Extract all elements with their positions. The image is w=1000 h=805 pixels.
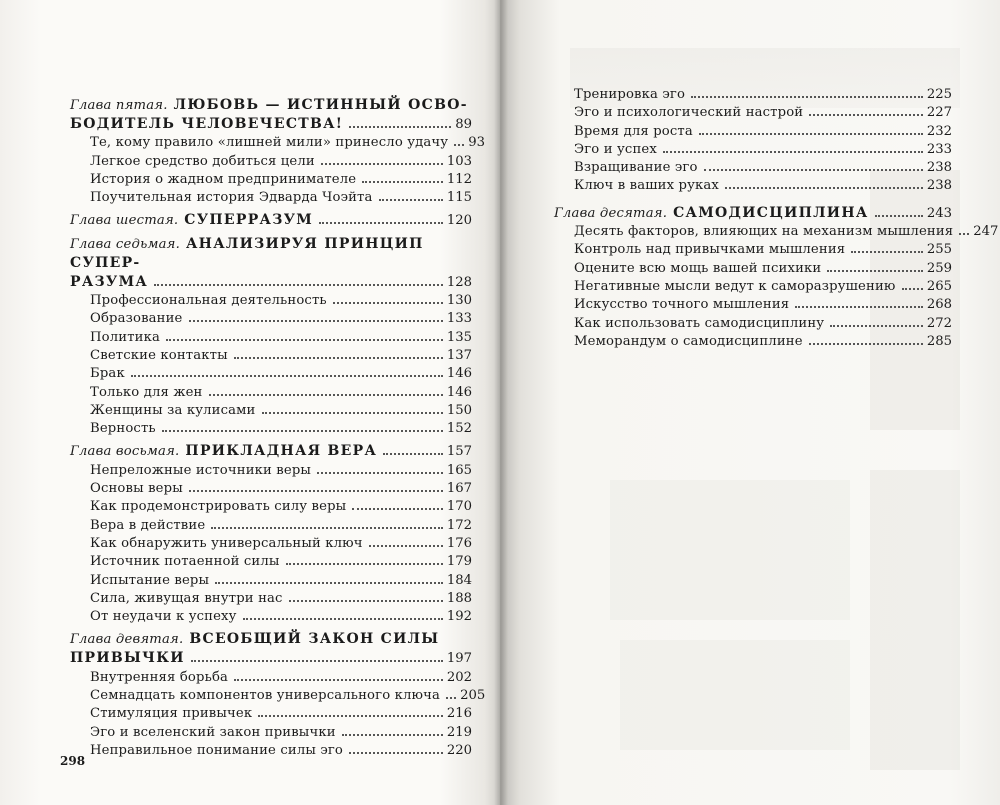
chapter-label: Глава десятая. — [554, 205, 668, 221]
toc-entry-page: 179 — [446, 554, 472, 570]
toc-entry-page: 219 — [446, 724, 472, 740]
toc-entry-page: 172 — [446, 517, 472, 533]
chapter-title-continued: РАЗУМА — [70, 273, 149, 290]
toc-entry — [70, 153, 472, 171]
toc-entry-title: Как обнаружить универсальный ключ — [90, 535, 363, 551]
toc-entry-page: 167 — [446, 481, 472, 497]
chapter-heading-line2 — [70, 273, 472, 292]
dot-leader — [959, 233, 969, 235]
toc-entry-title: Искусство точного мышления — [574, 297, 790, 313]
toc-entry-page: 255 — [926, 242, 952, 258]
toc-entry-page: 130 — [446, 293, 472, 309]
dot-leader — [379, 199, 443, 201]
toc-entry-page: 259 — [926, 260, 952, 276]
toc-entry — [70, 590, 472, 608]
toc-entry — [70, 687, 486, 705]
dot-leader — [131, 375, 443, 377]
chapter-block — [70, 211, 472, 230]
right-table-of-contents — [554, 82, 999, 351]
toc-entry — [554, 278, 952, 296]
toc-entry-title: Взращивание эго — [574, 160, 698, 176]
toc-entry — [70, 310, 472, 328]
dot-leader — [454, 144, 464, 146]
chapter-title: АНАЛИЗИРУЯ ПРИНЦИП СУПЕР- — [70, 235, 424, 271]
toc-entry — [554, 159, 952, 177]
dot-leader — [809, 343, 923, 345]
toc-entry-title: Эго и психологический настрой — [574, 105, 804, 121]
toc-entry-page: 238 — [926, 178, 952, 194]
dot-leader — [234, 357, 443, 359]
chapter-heading-line2 — [70, 649, 472, 668]
toc-entry-page: 188 — [446, 590, 472, 606]
toc-entry-title: Как продемонстрировать силу веры — [90, 499, 347, 515]
dot-leader — [215, 582, 443, 584]
toc-entry-title: Десять факторов, влияющих на механизм мышления — [574, 224, 954, 240]
toc-entry-title: Ключ в ваших руках — [574, 178, 719, 194]
chapter-heading — [70, 442, 472, 461]
dot-leader — [369, 545, 443, 547]
toc-entry — [70, 292, 472, 310]
toc-entry-page: 137 — [446, 347, 472, 363]
toc-entry — [554, 333, 952, 351]
toc-entry — [70, 329, 472, 347]
toc-entry — [70, 462, 472, 480]
dot-leader — [383, 453, 443, 455]
toc-entry — [554, 104, 952, 122]
dot-leader — [446, 697, 456, 699]
toc-entry-title: Эго и успех — [574, 141, 657, 157]
dot-leader — [851, 251, 923, 253]
chapter-title: ЛЮБОВЬ — ИСТИННЫЙ ОСВО- — [173, 97, 468, 113]
dot-leader — [166, 339, 443, 341]
toc-entry-page: 133 — [446, 311, 472, 327]
dot-leader — [349, 126, 451, 128]
toc-entry — [554, 315, 952, 333]
toc-entry — [554, 241, 952, 259]
toc-entry-page: 233 — [926, 141, 952, 157]
chapter-heading — [554, 204, 952, 223]
chapter-heading — [70, 96, 472, 115]
dot-leader — [830, 325, 923, 327]
toc-entry — [70, 365, 472, 383]
chapter-label: Глава восьмая. — [70, 444, 180, 460]
toc-entry — [554, 177, 952, 195]
dot-leader — [902, 288, 923, 290]
toc-entry-title: Только для жен — [90, 384, 203, 400]
toc-entry — [70, 535, 472, 553]
toc-entry — [554, 223, 999, 241]
dot-leader — [875, 215, 923, 217]
chapter-heading — [70, 630, 472, 649]
toc-entry-page: 272 — [926, 315, 952, 331]
toc-entry-title: Верность — [90, 421, 156, 437]
dot-leader — [663, 151, 923, 153]
toc-entry-title: Те, кому правило «лишней мили» принесло удачу — [90, 135, 449, 151]
toc-entry-page: 247 — [973, 224, 999, 240]
toc-entry-page: 202 — [446, 669, 472, 685]
dot-leader — [234, 679, 443, 681]
toc-entry — [70, 517, 472, 535]
toc-entry-title: Профессиональная деятельность — [90, 293, 327, 309]
toc-entry-page: 216 — [446, 706, 472, 722]
toc-entry-title: Вера в действие — [90, 517, 206, 533]
toc-entry-title: Основы веры — [90, 481, 183, 497]
left-table-of-contents — [70, 92, 486, 760]
chapter-block — [554, 204, 999, 351]
toc-entry — [70, 171, 472, 189]
toc-entry — [554, 123, 952, 141]
toc-entry-title: Поучительная история Эдварда Чоэйта — [90, 190, 373, 206]
dot-leader — [333, 302, 443, 304]
chapter-page: 243 — [926, 205, 952, 221]
toc-entry-title: Время для роста — [574, 123, 693, 139]
dot-leader — [154, 284, 443, 286]
chapter-label: Глава седьмая. — [70, 236, 180, 252]
chapter-heading — [70, 235, 472, 273]
toc-entry-title: Женщины за кулисами — [90, 402, 256, 418]
toc-entry-title: Меморандум о самодисциплине — [574, 333, 803, 349]
dot-leader — [704, 169, 923, 171]
dot-leader — [262, 412, 443, 414]
dot-leader — [362, 181, 443, 183]
chapter-page: 197 — [446, 651, 472, 667]
dot-leader — [189, 490, 443, 492]
dot-leader — [243, 618, 443, 620]
toc-entry-page: 176 — [446, 535, 472, 551]
toc-entry-page: 225 — [926, 87, 952, 102]
toc-entry-title: Внутренняя борьба — [90, 669, 229, 685]
dot-leader — [319, 222, 443, 224]
toc-entry — [554, 86, 952, 104]
toc-entry — [70, 402, 472, 420]
chapter-block — [70, 630, 486, 760]
toc-entry-page: 93 — [468, 135, 485, 151]
toc-entry-title: Брак — [90, 366, 125, 382]
dot-leader — [725, 187, 923, 189]
toc-entry-page: 232 — [926, 123, 952, 139]
toc-entry — [70, 189, 472, 207]
chapter-title-continued: БОДИТЕЛЬ ЧЕЛОВЕЧЕСТВА! — [70, 116, 344, 132]
chapter-title: СУПЕРРАЗУМ — [184, 212, 314, 229]
toc-entry-page: 192 — [446, 609, 472, 625]
dot-leader — [795, 306, 923, 308]
toc-entry-title: Образование — [90, 311, 183, 327]
chapter-title: САМОДИСЦИПЛИНА — [673, 204, 869, 221]
chapter-block — [70, 442, 472, 626]
toc-entry-title: История о жадном предпринимателе — [90, 171, 357, 187]
toc-entry-page: 103 — [446, 153, 472, 169]
toc-entry-title: Непреложные источники веры — [90, 462, 312, 478]
toc-entry-title: От неудачи к успеху — [90, 609, 237, 625]
chapter-page: 120 — [446, 213, 472, 229]
toc-entry — [70, 498, 472, 516]
toc-entry-title: Негативные мысли ведут к саморазрушению — [574, 278, 896, 294]
toc-entry-page: 184 — [446, 572, 472, 588]
continued-entries — [554, 86, 952, 196]
toc-entry-page: 112 — [446, 171, 472, 187]
show-through-block — [620, 640, 850, 750]
toc-entry — [70, 553, 472, 571]
show-through-block — [610, 480, 850, 620]
toc-entry-page: 146 — [446, 384, 472, 400]
chapter-label: Глава девятая. — [70, 632, 184, 648]
toc-entry-page: 146 — [446, 366, 472, 382]
dot-leader — [211, 527, 443, 529]
toc-entry — [70, 572, 472, 590]
chapter-heading — [70, 211, 472, 230]
chapter-label: Глава пятая. — [70, 98, 168, 113]
toc-entry — [70, 669, 472, 687]
toc-entry-title: Тренировка эго — [574, 87, 686, 102]
dot-leader — [321, 163, 443, 165]
toc-entry-title: Неправильное понимание силы эго — [90, 742, 344, 758]
toc-entry-title: Семнадцать компонентов универсального ключа — [90, 688, 441, 704]
chapter-title-continued: ПРИВЫЧКИ — [70, 650, 185, 667]
toc-entry-page: 152 — [446, 421, 472, 437]
dot-leader — [352, 508, 443, 510]
dot-leader — [191, 660, 443, 662]
toc-entry — [554, 296, 952, 314]
toc-entry — [70, 608, 472, 626]
toc-entry — [70, 134, 485, 152]
dot-leader — [286, 563, 443, 565]
toc-entry-title: Оцените всю мощь вашей психики — [574, 260, 822, 276]
toc-entry-page: 115 — [446, 190, 472, 206]
dot-leader — [317, 472, 443, 474]
chapter-block — [70, 235, 472, 439]
toc-entry — [70, 347, 472, 365]
toc-entry-page: 170 — [446, 499, 472, 515]
toc-entry-title: Источник потаенной силы — [90, 554, 280, 570]
chapter-block — [70, 96, 485, 207]
dot-leader — [699, 133, 923, 135]
chapter-label: Глава шестая. — [70, 213, 179, 229]
toc-entry-page: 265 — [926, 278, 952, 294]
toc-entry — [70, 724, 472, 742]
toc-entry — [554, 141, 952, 159]
chapter-title: ВСЕОБЩИЙ ЗАКОН СИЛЫ — [189, 631, 440, 648]
dot-leader — [342, 734, 443, 736]
page-number: 298 — [60, 754, 86, 768]
book-spine-shadow — [494, 0, 508, 805]
toc-entry-title: Контроль над привычками мышления — [574, 242, 846, 258]
toc-entry-page: 150 — [446, 402, 472, 418]
dot-leader — [809, 114, 923, 116]
toc-entry-title: Светские контакты — [90, 347, 228, 363]
toc-entry-title: Сила, живущая внутри нас — [90, 590, 283, 606]
dot-leader — [258, 715, 443, 717]
toc-entry — [70, 384, 472, 402]
dot-leader — [189, 320, 443, 322]
chapter-title: ПРИКЛАДНАЯ ВЕРА — [185, 443, 378, 460]
toc-entry-page: 165 — [446, 462, 472, 478]
toc-entry-title: Легкое средство добиться цели — [90, 153, 315, 169]
dot-leader — [691, 96, 923, 98]
toc-entry-title: Как использовать самодисциплину — [574, 315, 825, 331]
toc-entry — [70, 742, 472, 760]
toc-entry-title: Стимуляция привычек — [90, 706, 253, 722]
toc-entry-page: 238 — [926, 160, 952, 176]
toc-entry-page: 268 — [926, 297, 952, 313]
dot-leader — [289, 600, 443, 602]
dot-leader — [162, 430, 443, 432]
toc-entry-page: 205 — [460, 688, 486, 704]
dot-leader — [209, 394, 443, 396]
dot-leader — [827, 270, 922, 272]
toc-entry — [70, 420, 472, 438]
toc-entry — [70, 480, 472, 498]
toc-entry — [70, 705, 472, 723]
show-through-block — [870, 470, 960, 770]
toc-entry-page: 220 — [446, 742, 472, 758]
toc-entry-page: 135 — [446, 329, 472, 345]
toc-entry-page: 227 — [926, 105, 952, 121]
chapter-page: 89 — [455, 117, 472, 132]
toc-entry-page: 285 — [926, 333, 952, 349]
toc-entry-title: Испытание веры — [90, 572, 210, 588]
chapter-page: 157 — [446, 444, 472, 460]
toc-entry — [554, 260, 952, 278]
dot-leader — [349, 752, 443, 754]
toc-entry-title: Политика — [90, 329, 160, 345]
chapter-page: 128 — [446, 274, 472, 290]
chapter-heading-line2 — [70, 115, 472, 134]
toc-entry-title: Эго и вселенский закон привычки — [90, 724, 336, 740]
